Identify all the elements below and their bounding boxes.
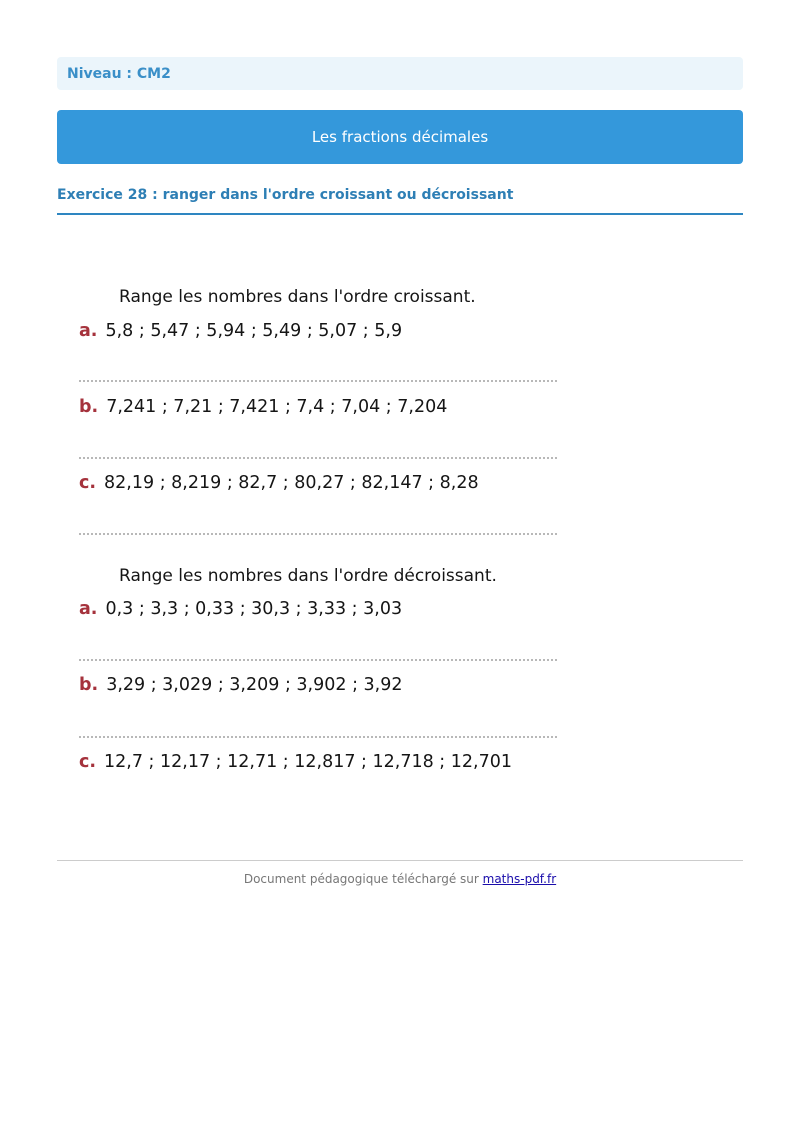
answer-line [79,380,557,382]
item-letter: a. [79,599,98,619]
list-item [79,397,447,417]
item-numbers: 3,29 ; 3,029 ; 3,209 ; 3,902 ; 3,92 [106,675,403,695]
list-item [79,599,402,619]
instruction-descending: Range les nombres dans l'ordre décroissant. [119,566,497,586]
title-banner [57,110,743,164]
item-letter: a. [79,321,98,341]
list-item [79,752,512,772]
level-text: Niveau : CM2 [67,65,171,82]
item-letter: b. [79,397,99,417]
footer [57,872,743,886]
list-item [79,473,479,493]
item-letter: b. [79,675,99,695]
item-numbers: 82,19 ; 8,219 ; 82,7 ; 80,27 ; 82,147 ; 8,28 [104,473,479,493]
footer-divider [57,860,743,861]
instruction-ascending: Range les nombres dans l'ordre croissant. [119,287,476,307]
answer-line [79,457,557,459]
item-numbers: 0,3 ; 3,3 ; 0,33 ; 30,3 ; 3,33 ; 3,03 [105,599,403,619]
list-item [79,675,403,695]
footer-text: Document pédagogique téléchargé sur [243,872,483,886]
answer-line [79,659,557,661]
worksheet [57,270,577,790]
item-letter: c. [79,473,97,493]
item-numbers: 5,8 ; 5,47 ; 5,94 ; 5,49 ; 5,07 ; 5,9 [105,321,403,341]
level-badge [57,57,743,90]
exercise-heading-text: Exercice 28 : ranger dans l'ordre croissant ou décroissant [57,187,514,203]
item-numbers: 7,241 ; 7,21 ; 7,421 ; 7,4 ; 7,04 ; 7,204 [106,397,448,417]
exercise-heading [57,185,743,215]
item-letter: c. [79,752,97,772]
footer-link[interactable]: maths-pdf.fr [482,872,557,886]
answer-line [79,736,557,738]
item-numbers: 12,7 ; 12,17 ; 12,71 ; 12,817 ; 12,718 ; 12,701 [104,752,512,772]
answer-line [79,533,557,535]
list-item [79,321,402,341]
page-title: Les fractions décimales [311,128,489,146]
